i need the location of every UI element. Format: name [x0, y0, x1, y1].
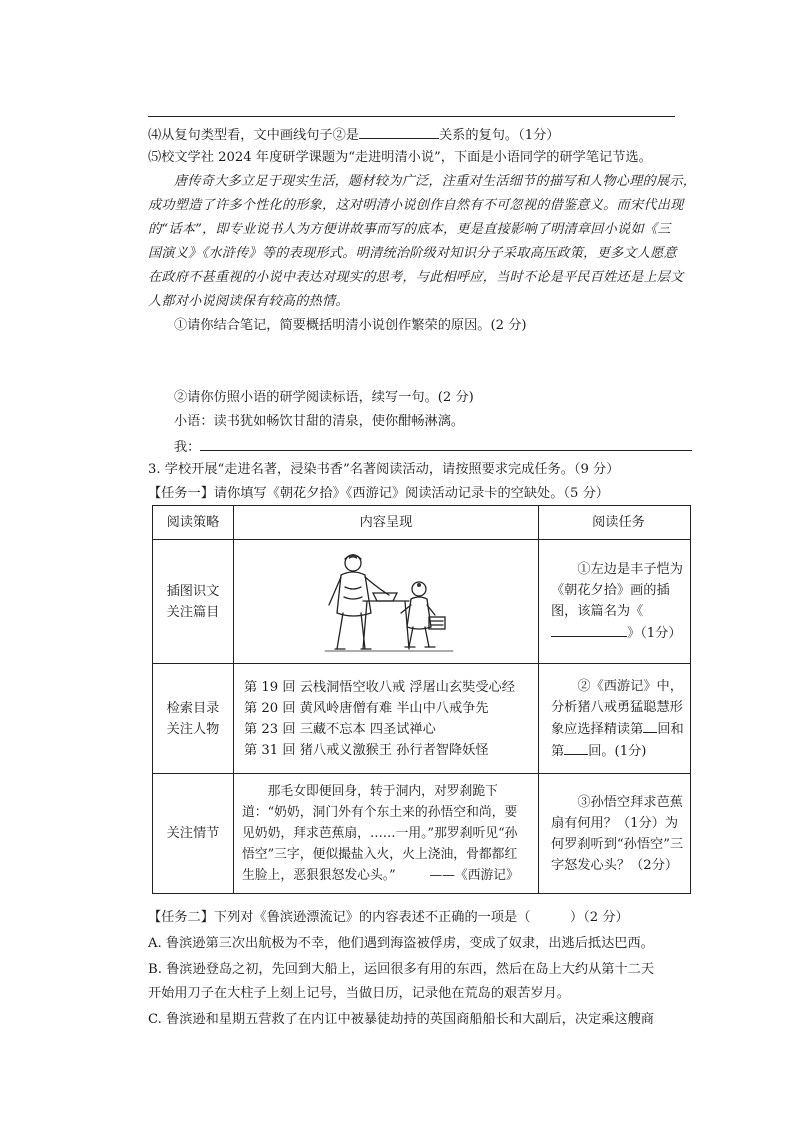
answer-blank-essay-title[interactable] [551, 622, 627, 637]
option-b-continued: 开始用刀子在大柱子上刻上记号，当做日历，记录他在荒岛的艰苦岁月。 [148, 986, 570, 1001]
strategy-cell: 关注情节 [153, 774, 234, 894]
card-row-plot [153, 774, 691, 894]
card-row-illustration [153, 540, 691, 664]
study-note-line: 国演义》《水浒传》等的表现形式。明清统治阶级对知识分子采取高压政策，更多文人愿意 [148, 246, 677, 261]
card-header-row [153, 506, 691, 540]
task-1-title: 【任务一】请你填写《朝花夕拾》《西游记》阅读活动记录卡的空缺处。（5 分） [148, 486, 609, 501]
answer-blank-chapter-2[interactable] [564, 740, 588, 755]
novel-excerpt: 那毛女即便回身，转于洞内，对罗刹跪下道：“奶奶，洞门外有个东土来的孙悟空和尚，要见奶奶，拜求芭蕉扇，……一用。”那罗刹听见“孙悟空”三字，便似撮盐入火，火上浇油，骨都都红生脸上，恶狠狠怒发心头。” ——《西游记》 [242, 781, 530, 886]
question-3-title: 3. 学校开展“走进名著，浸染书香”名著阅读活动，请按照要求完成任务。（9 分） [148, 462, 620, 477]
option-b[interactable]: B. 鲁滨逊登岛之初，先回到大船上，运回很多有用的东西，然后在岛上大约从第十二天 [148, 962, 655, 977]
slogan-answer: 我： [174, 436, 692, 458]
answer-blank-slogan[interactable] [200, 436, 692, 451]
question-4: ⑷从复句类型看，文中画线句子②是 关系的复句。（1分） [148, 124, 559, 146]
excerpt-source: ——《西游记》 [429, 868, 519, 883]
question-5-sub1: ①请你结合笔记，简要概括明清小说创作繁荣的原因。(2 分) [174, 318, 527, 333]
zikai-illustration [311, 547, 461, 657]
chapter-item: 第 23 回 三藏不忘本 四圣试禅心 [244, 721, 436, 737]
study-note-line: 成功塑造了许多个性化的形象，这对明清小说创作自然有不可忽视的借鉴意义。而宋代出现 [148, 198, 684, 213]
question-5-sub2: ②请你仿照小语的研学阅读标语，续写一句。(2 分) [174, 390, 474, 405]
task-cell-2: ②《西游记》中，分析猪八戒勇猛聪慧形象应选择精读第 回和第 回。(1分) [539, 664, 691, 774]
study-note-line: 唐传奇大多立足于现实生活，题材较为广泛，注重对生活细节的描写和人物心理的展示， [174, 174, 697, 189]
excerpt-cell [234, 774, 539, 894]
study-note-line: 在政府不甚重视的小说中表达对现实的思考，与此相呼应，当时不论是平民百姓还是上层文 [148, 270, 684, 285]
header-task: 阅读任务 [539, 506, 691, 540]
chapter-list [234, 677, 538, 761]
question-5-intro: ⑸校文学社 2024 年度研学课题为“走进明清小说”，下面是小语同学的研学笔记节选。 [148, 150, 652, 165]
task-cell-3: ③孙悟空拜求芭蕉扇有何用？（1分）为何罗刹听到“孙悟空”三字怒发心头？（2分） [539, 774, 691, 894]
reading-record-card [152, 505, 691, 894]
task-cell-1: ①左边是丰子恺为《朝花夕拾》画的插图，该篇名为《》（1分） [539, 540, 691, 664]
answer-blank-chapter-1[interactable] [643, 718, 657, 733]
task-2-title: 【任务二】下列对《鲁滨逊漂流记》的内容表述不正确的一项是（ ）（2 分） [148, 910, 629, 925]
study-note-line: 人都对小说阅读保有较高的热情。 [148, 294, 349, 309]
top-rule [148, 116, 675, 117]
chapter-item: 第 19 回 云栈洞悟空收八戒 浮屠山玄奘受心经 [244, 679, 515, 695]
strategy-cell: 检索目录 关注人物 [153, 664, 234, 774]
illustration-cell [234, 540, 539, 664]
answer-blank-q4[interactable] [359, 124, 439, 139]
chapter-item: 第 31 回 猪八戒义激猴王 孙行者智降妖怪 [244, 742, 489, 758]
option-a[interactable]: A. 鲁滨逊第三次出航极为不幸，他们遇到海盗被俘虏，变成了奴隶，出逃后抵达巴西。 [148, 936, 654, 951]
card-row-catalog [153, 664, 691, 774]
header-content: 内容呈现 [234, 506, 539, 540]
study-note-line: 的“话本”，即专业说书人为方便讲故事而写的底本，更是直接影响了明清章回小说如《三 [148, 222, 671, 237]
catalog-cell [234, 664, 539, 774]
chapter-item: 第 20 回 黄风岭唐僧有难 半山中八戒争先 [244, 700, 489, 716]
strategy-cell: 插图识文 关注篇目 [153, 540, 234, 664]
header-strategy: 阅读策略 [153, 506, 234, 540]
option-c[interactable]: C. 鲁滨逊和星期五营救了在内讧中被暴徒劫持的英国商船船长和大副后，决定乘这艘商 [148, 1012, 654, 1027]
slogan-example: 小语：读书犹如畅饮甘甜的清泉，使你酣畅淋漓。 [174, 414, 465, 429]
